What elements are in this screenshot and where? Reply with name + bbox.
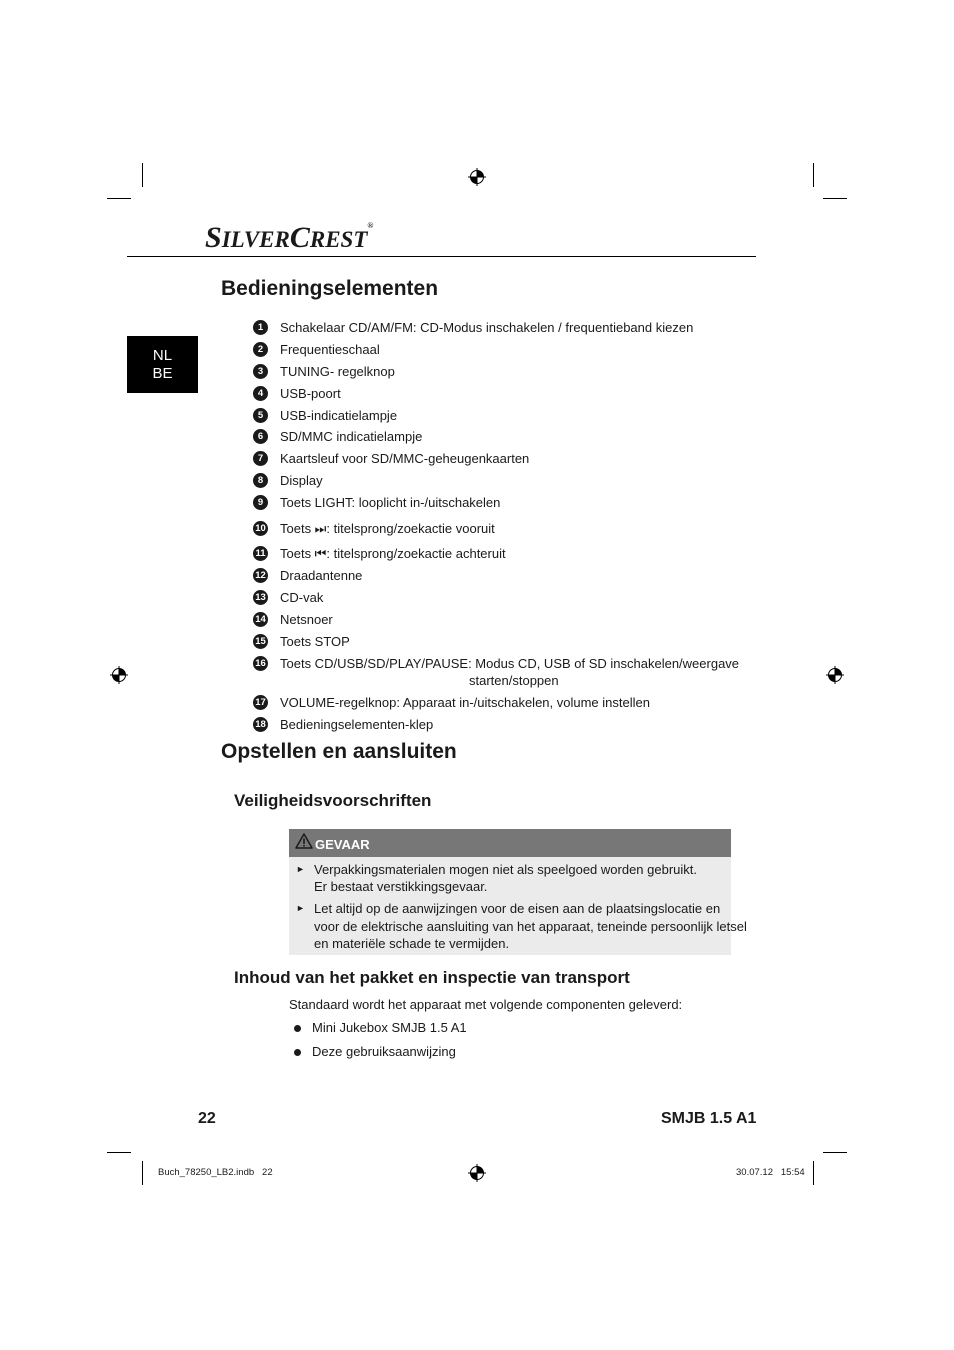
item-text: Toets ⏮: titelsprong/zoekactie achteruit bbox=[280, 546, 506, 561]
item-text: TUNING- regelknop bbox=[280, 364, 395, 379]
item-text: CD-vak bbox=[280, 590, 324, 605]
item-number-badge: 16 bbox=[253, 656, 268, 671]
crop-mark bbox=[142, 1161, 143, 1185]
item-number-badge: 6 bbox=[253, 429, 268, 444]
item-text: USB-indicatielampje bbox=[280, 408, 398, 423]
warning-text-line: Verpakkingsmaterialen mogen niet als speelgoed worden gebruikt. bbox=[314, 862, 698, 877]
warning-text-line: Er bestaat verstikkingsgevaar. bbox=[314, 879, 488, 894]
warning-label: GEVAAR bbox=[315, 837, 370, 852]
item-text: Frequentieschaal bbox=[280, 342, 380, 357]
item-text: USB-poort bbox=[280, 386, 341, 401]
language-code: BE bbox=[152, 364, 173, 382]
bullet-icon bbox=[294, 1025, 301, 1032]
item-number-badge: 9 bbox=[253, 495, 268, 510]
item-text: Toets ⏭: titelsprong/zoekactie vooruit bbox=[280, 521, 495, 536]
warning-triangle-icon bbox=[295, 833, 313, 849]
warning-text-line: Let altijd op de aanwijzingen voor de eisen aan de plaatsingslocatie en bbox=[314, 901, 721, 916]
arrow-bullet-icon: ► bbox=[296, 903, 305, 913]
item-number-badge: 14 bbox=[253, 612, 268, 627]
item-number-badge: 8 bbox=[253, 473, 268, 488]
warning-header bbox=[289, 829, 731, 857]
language-code: NL bbox=[152, 346, 173, 364]
arrow-bullet-icon: ► bbox=[296, 864, 305, 874]
item-number-badge: 11 bbox=[253, 546, 268, 561]
crop-mark bbox=[823, 198, 847, 199]
item-text: Bedieningselementen-klep bbox=[280, 717, 434, 732]
item-text: Netsnoer bbox=[280, 612, 333, 627]
slug-file: Buch_78250_LB2.indb 22 bbox=[158, 1167, 273, 1178]
item-text: Display bbox=[280, 473, 323, 488]
crop-mark bbox=[813, 1161, 814, 1185]
warning-text-line: voor de elektrische aansluiting van het apparaat, teneinde persoonlijk letsel bbox=[314, 919, 747, 934]
header-rule bbox=[127, 256, 756, 257]
item-text: SD/MMC indicatielampje bbox=[280, 429, 423, 444]
section-title: Opstellen en aansluiten bbox=[221, 740, 457, 763]
subsection-title: Veiligheidsvoorschriften bbox=[234, 791, 432, 810]
crop-mark bbox=[813, 163, 814, 187]
item-number-badge: 5 bbox=[253, 408, 268, 423]
item-number-badge: 17 bbox=[253, 695, 268, 710]
bullet-icon bbox=[294, 1049, 301, 1056]
item-text: Toets LIGHT: looplicht in-/uitschakelen bbox=[280, 495, 501, 510]
item-number-badge: 13 bbox=[253, 590, 268, 605]
item-number-badge: 7 bbox=[253, 451, 268, 466]
item-text: Toets CD/USB/SD/PLAY/PAUSE: Modus CD, USB of SD inschakelen/weergave bbox=[280, 656, 740, 671]
warning-text-line: en materiële schade te vermijden. bbox=[314, 936, 510, 951]
registration-mark-icon bbox=[110, 666, 128, 684]
item-number-badge: 3 bbox=[253, 364, 268, 379]
page-number: 22 bbox=[198, 1110, 216, 1127]
subsection-title: Inhoud van het pakket en inspectie van transport bbox=[234, 968, 630, 987]
crop-mark bbox=[107, 1152, 131, 1153]
list-item: Mini Jukebox SMJB 1.5 A1 bbox=[312, 1020, 467, 1035]
section-title: Bedieningselementen bbox=[221, 277, 439, 300]
item-number-badge: 2 bbox=[253, 342, 268, 357]
brand-logo: SILVERCREST® bbox=[205, 221, 374, 254]
crop-mark bbox=[823, 1152, 847, 1153]
registration-mark-icon bbox=[468, 168, 486, 186]
item-text: Toets STOP bbox=[280, 634, 350, 649]
slug-datetime: 30.07.12 15:54 bbox=[736, 1167, 805, 1178]
crop-mark bbox=[107, 198, 131, 199]
language-tab bbox=[127, 336, 198, 393]
item-number-badge: 15 bbox=[253, 634, 268, 649]
item-text: VOLUME-regelknop: Apparaat in-/uitschakelen, volume instellen bbox=[280, 695, 650, 710]
registration-mark-icon bbox=[468, 1164, 486, 1182]
item-text: Draadantenne bbox=[280, 568, 363, 583]
item-number-badge: 4 bbox=[253, 386, 268, 401]
item-number-badge: 12 bbox=[253, 568, 268, 583]
item-text: Kaartsleuf voor SD/MMC-geheugenkaarten bbox=[280, 451, 530, 466]
list-item: Deze gebruiksaanwijzing bbox=[312, 1044, 456, 1059]
item-number-badge: 10 bbox=[253, 521, 268, 536]
registration-mark-icon bbox=[826, 666, 844, 684]
intro-text: Standaard wordt het apparaat met volgende componenten geleverd: bbox=[289, 997, 683, 1012]
item-number-badge: 18 bbox=[253, 717, 268, 732]
item-number-badge: 1 bbox=[253, 320, 268, 335]
item-text-continuation: starten/stoppen bbox=[469, 673, 559, 688]
item-text: Schakelaar CD/AM/FM: CD-Modus inschakelen / frequentieband kiezen bbox=[280, 320, 694, 335]
crop-mark bbox=[142, 163, 143, 187]
model-name: SMJB 1.5 A1 bbox=[661, 1110, 757, 1127]
